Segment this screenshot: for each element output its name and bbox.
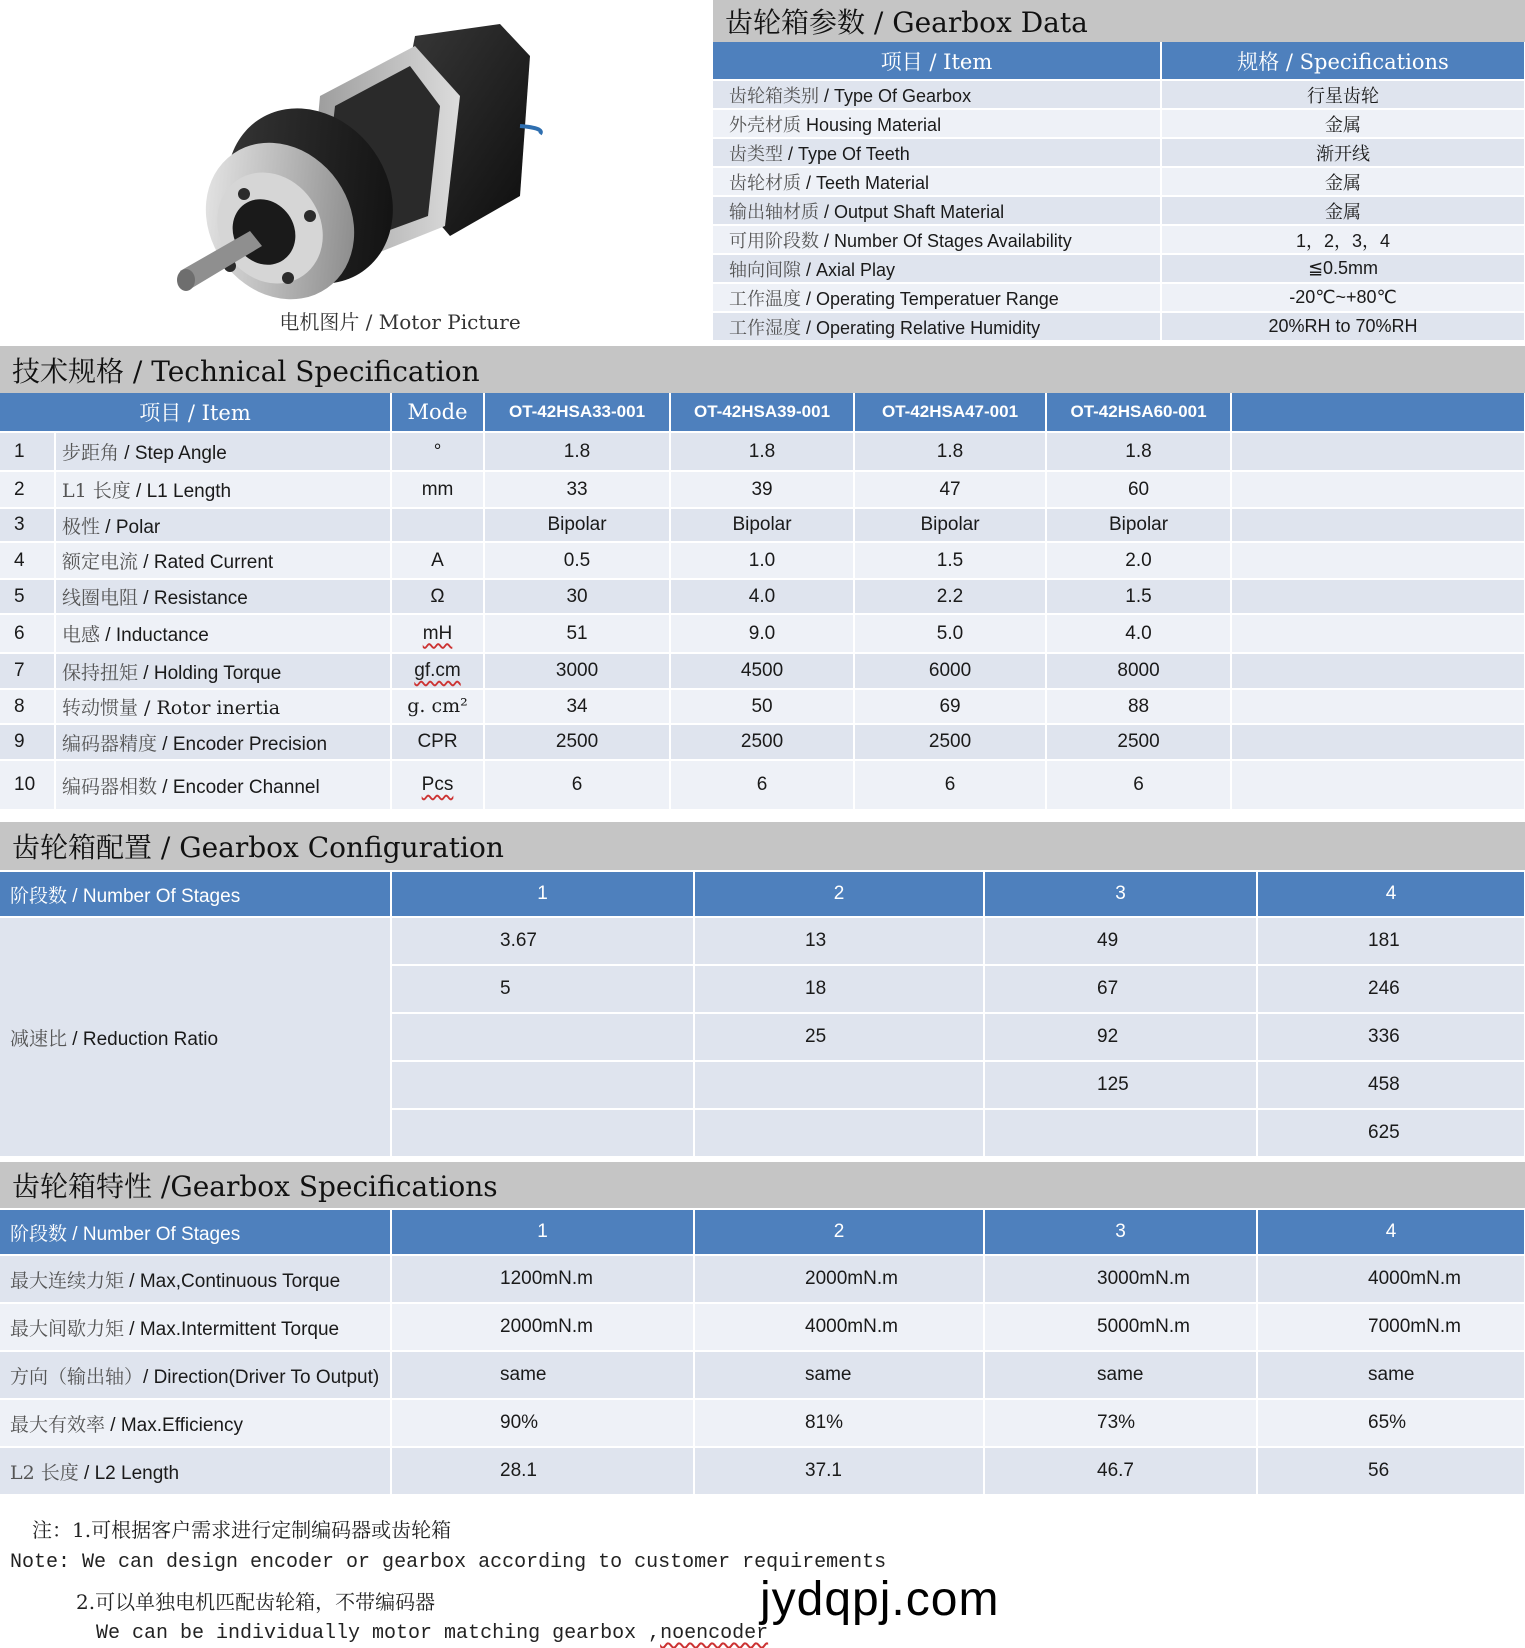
gearbox-data-item-cn: 外壳材质	[729, 114, 801, 136]
tech-spec-title	[0, 346, 1525, 393]
gearbox-data-item	[713, 167, 1161, 196]
note-line-2: Note: We can design encoder or gearbox according to customer requirements	[10, 1551, 887, 1574]
reduction-ratio-label-en: / Reduction Ratio	[67, 1028, 219, 1050]
tech-row-value-1: 34	[484, 689, 670, 724]
gearbox-spec-stage-1: 1200mN.m	[391, 1255, 694, 1303]
tech-spec-row	[0, 724, 1525, 760]
tech-row-blank	[1231, 471, 1525, 508]
gearbox-spec-label-cn: 最大有效率	[10, 1413, 106, 1436]
gearbox-data-item-cn: 齿类型	[729, 143, 783, 165]
reduction-ratio-stage-3: 125	[984, 1061, 1257, 1109]
tech-header-model-1: OT-42HSA33-001	[484, 393, 670, 432]
tech-row-item	[55, 471, 391, 508]
tech-header-model-3: OT-42HSA47-001	[854, 393, 1046, 432]
tech-row-blank	[1231, 542, 1525, 579]
config-stages-label: 阶段数 / Number Of Stages	[0, 871, 391, 917]
config-stage-3: 3	[984, 871, 1257, 917]
tech-row-value-4: 1.8	[1046, 432, 1231, 471]
tech-header-blank	[1231, 393, 1525, 432]
tech-row-value-2: 1.0	[670, 542, 854, 579]
tech-row-item-cn: 保持扭矩	[62, 661, 139, 684]
tech-row-number: 1	[0, 432, 55, 471]
tech-spec-row	[0, 689, 1525, 724]
tech-row-number: 10	[0, 760, 55, 809]
gearbox-data-item-cn: 工作温度	[729, 288, 801, 310]
gearbox-spec-title	[0, 1162, 1525, 1208]
gearbox-spec-stage-2: 4000mN.m	[694, 1303, 984, 1351]
gearbox-data-value: 渐开线	[1161, 138, 1525, 167]
tech-row-blank	[1231, 724, 1525, 760]
gearbox-spec-label-cn: 最大连续力矩	[10, 1269, 125, 1292]
tech-row-number: 4	[0, 542, 55, 579]
tech-row-value-4: 1.5	[1046, 579, 1231, 614]
tech-row-value-3: 69	[854, 689, 1046, 724]
gearbox-data-value: 金属	[1161, 109, 1525, 138]
tech-row-item	[55, 579, 391, 614]
spec-stage-4: 4	[1257, 1209, 1525, 1255]
tech-row-value-1: 30	[484, 579, 670, 614]
gearbox-data-row	[713, 225, 1525, 254]
gearbox-data-item	[713, 312, 1161, 340]
tech-row-unit-text: Pcs	[421, 774, 454, 795]
gearbox-spec-stage-4: 7000mN.m	[1257, 1303, 1525, 1351]
gearbox-data-item-en: / Type Of Gearbox	[819, 85, 972, 106]
spec-stage-1: 1	[391, 1209, 694, 1255]
tech-row-value-1: 1.8	[484, 432, 670, 471]
gearbox-spec-label-cn: 最大间歇力矩	[10, 1317, 125, 1340]
tech-row-value-3: 6000	[854, 653, 1046, 689]
tech-row-value-2: Bipolar	[670, 508, 854, 542]
tech-header-mode: Mode	[391, 393, 484, 432]
reduction-ratio-stage-4: 336	[1257, 1013, 1525, 1061]
reduction-ratio-stage-1	[391, 1061, 694, 1109]
tech-row-value-2: 4.0	[670, 579, 854, 614]
gearbox-spec-stage-3: 5000mN.m	[984, 1303, 1257, 1351]
tech-row-value-3: 2500	[854, 724, 1046, 760]
tech-row-item-cn: 线圈电阻	[62, 587, 139, 609]
tech-row-value-1: 33	[484, 471, 670, 508]
tech-row-item-en: / Rotor inertia	[138, 697, 281, 719]
gearbox-spec-stage-1: 2000mN.m	[391, 1303, 694, 1351]
gearbox-data-row	[713, 80, 1525, 109]
gearbox-data-value: 金属	[1161, 196, 1525, 225]
tech-row-value-3: 6	[854, 760, 1046, 809]
gearbox-data-value: 20%RH to 70%RH	[1161, 312, 1525, 340]
spec-stage-2: 2	[694, 1209, 984, 1255]
gearbox-data-row	[713, 283, 1525, 312]
tech-row-item-cn: 转动惯量	[62, 697, 139, 719]
tech-row-item	[55, 724, 391, 760]
reduction-ratio-stage-3: 67	[984, 965, 1257, 1013]
tech-row-unit	[391, 579, 484, 614]
tech-row-blank	[1231, 579, 1525, 614]
tech-row-item-cn: 编码器精度	[62, 732, 158, 755]
reduction-ratio-stage-2	[694, 1109, 984, 1156]
tech-spec-row	[0, 542, 1525, 579]
tech-header-item: 项目 / Item	[0, 393, 391, 432]
tech-row-unit	[391, 724, 484, 760]
gearbox-data-item-en: / Operating Temperatuer Range	[801, 288, 1059, 309]
motor-picture-area	[0, 0, 713, 344]
tech-row-unit-text: mm	[421, 478, 454, 500]
config-stage-4: 4	[1257, 871, 1525, 917]
tech-row-item	[55, 760, 391, 809]
gearbox-spec-row	[0, 1351, 1525, 1399]
gearbox-spec-label	[0, 1447, 391, 1494]
tech-row-value-3: 1.5	[854, 542, 1046, 579]
reduction-ratio-stage-1	[391, 1109, 694, 1156]
tech-spec-row	[0, 653, 1525, 689]
tech-header-model-4: OT-42HSA60-001	[1046, 393, 1231, 432]
gearbox-data-item-en: / Output Shaft Material	[819, 201, 1005, 222]
gearbox-spec-label	[0, 1255, 391, 1303]
gearbox-data-value: 行星齿轮	[1161, 80, 1525, 109]
tech-row-item-en: / Holding Torque	[138, 662, 282, 684]
gearbox-spec-label	[0, 1399, 391, 1447]
reduction-ratio-stage-2: 25	[694, 1013, 984, 1061]
gearbox-spec-stage-1: same	[391, 1351, 694, 1399]
config-stage-2: 2	[694, 871, 984, 917]
tech-row-unit-text: Ω	[430, 585, 445, 607]
tech-spec-row	[0, 579, 1525, 614]
tech-row-value-3: 1.8	[854, 432, 1046, 471]
spec-stage-3: 3	[984, 1209, 1257, 1255]
reduction-ratio-stage-2: 13	[694, 917, 984, 965]
tech-row-value-1: 2500	[484, 724, 670, 760]
gearbox-spec-stage-3: 46.7	[984, 1447, 1257, 1494]
gearbox-data-item	[713, 109, 1161, 138]
gearbox-spec-stage-3: 73%	[984, 1399, 1257, 1447]
tech-row-blank	[1231, 689, 1525, 724]
gearbox-data-item-cn: 轴向间隙	[729, 259, 801, 281]
gearbox-spec-rows	[0, 1255, 1525, 1494]
tech-row-item-en: / L1 Length	[130, 481, 232, 502]
tech-row-item-en: / Step Angle	[119, 443, 227, 464]
spec-stages-label: 阶段数 / Number Of Stages	[0, 1209, 391, 1255]
gearbox-data-item	[713, 196, 1161, 225]
gearbox-config-title-text: 齿轮箱配置 / Gearbox Configuration	[12, 831, 504, 864]
gearbox-spec-stage-2: 37.1	[694, 1447, 984, 1494]
tech-row-unit	[391, 508, 484, 542]
tech-row-value-2: 39	[670, 471, 854, 508]
gearbox-data-row	[713, 109, 1525, 138]
tech-row-item-en: / Inductance	[100, 625, 209, 646]
note-line-4-text: We can be individually motor matching gearbox ,	[96, 1622, 661, 1645]
tech-row-unit-text: gf.cm	[414, 660, 461, 681]
tech-row-item	[55, 542, 391, 579]
tech-row-unit	[391, 614, 484, 653]
tech-row-number: 3	[0, 508, 55, 542]
tech-row-item-cn: 编码器相数	[62, 775, 158, 798]
gearbox-spec-row	[0, 1447, 1525, 1494]
gearbox-data-item-en: / Number Of Stages Availability	[819, 230, 1072, 251]
note-line-1: 注：1.可根据客户需求进行定制编码器或齿轮箱	[32, 1518, 452, 1542]
tech-row-number: 2	[0, 471, 55, 508]
reduction-ratio-rows	[0, 917, 1525, 1156]
tech-row-unit	[391, 542, 484, 579]
tech-row-unit-text: g. cm²	[407, 695, 468, 717]
reduction-ratio-stage-3	[984, 1109, 1257, 1156]
tech-row-blank	[1231, 653, 1525, 689]
reduction-ratio-stage-4: 625	[1257, 1109, 1525, 1156]
reduction-ratio-stage-3: 92	[984, 1013, 1257, 1061]
tech-row-item-en: / Encoder Precision	[157, 733, 328, 755]
gearbox-data-item-en: / Type Of Teeth	[783, 143, 910, 164]
gearbox-spec-table	[0, 1208, 1525, 1494]
note-line-3: 2.可以单独电机匹配齿轮箱，不带编码器	[76, 1590, 436, 1614]
tech-row-item	[55, 508, 391, 542]
gearbox-spec-label-en: / Max.Efficiency	[105, 1414, 243, 1436]
gearbox-spec-row	[0, 1255, 1525, 1303]
tech-spec-table	[0, 393, 1525, 809]
gearbox-data-item	[713, 80, 1161, 109]
tech-spec-row	[0, 471, 1525, 508]
tech-row-blank	[1231, 614, 1525, 653]
tech-row-value-2: 2500	[670, 724, 854, 760]
tech-row-unit-text: mH	[422, 622, 453, 644]
tech-row-unit	[391, 432, 484, 471]
reduction-ratio-label	[0, 917, 391, 1156]
gearbox-spec-stage-4: 56	[1257, 1447, 1525, 1494]
gearbox-data-row	[713, 196, 1525, 225]
gearbox-spec-label-en: / Direction(Driver To Output)	[143, 1366, 380, 1388]
gearbox-data-value: 金属	[1161, 167, 1525, 196]
tech-row-value-2: 9.0	[670, 614, 854, 653]
tech-spec-row	[0, 614, 1525, 653]
gearbox-spec-label	[0, 1351, 391, 1399]
reduction-ratio-stage-3: 49	[984, 917, 1257, 965]
gearbox-data-row	[713, 312, 1525, 340]
tech-row-item	[55, 653, 391, 689]
gearbox-data-item-cn: 可用阶段数	[729, 230, 819, 252]
gearbox-spec-stage-3: 3000mN.m	[984, 1255, 1257, 1303]
tech-header-model-2: OT-42HSA39-001	[670, 393, 854, 432]
gearbox-data-header-spec: 规格 / Specifications	[1161, 42, 1525, 80]
tech-row-value-4: 60	[1046, 471, 1231, 508]
gearbox-spec-stage-3: same	[984, 1351, 1257, 1399]
tech-row-number: 8	[0, 689, 55, 724]
reduction-ratio-label-cn: 减速比	[10, 1027, 68, 1050]
tech-row-item	[55, 614, 391, 653]
tech-row-value-3: 5.0	[854, 614, 1046, 653]
gearbox-spec-stage-4: 4000mN.m	[1257, 1255, 1525, 1303]
gearbox-data-item-en: / Operating Relative Humidity	[801, 317, 1041, 338]
tech-row-number: 6	[0, 614, 55, 653]
tech-spec-row	[0, 508, 1525, 542]
tech-row-blank	[1231, 432, 1525, 471]
tech-row-blank	[1231, 508, 1525, 542]
tech-row-value-2: 1.8	[670, 432, 854, 471]
gearbox-data-row	[713, 254, 1525, 283]
tech-row-value-2: 4500	[670, 653, 854, 689]
tech-row-value-2: 6	[670, 760, 854, 809]
tech-row-value-4: 8000	[1046, 653, 1231, 689]
gearbox-spec-row	[0, 1399, 1525, 1447]
gearbox-spec-row	[0, 1303, 1525, 1351]
gearbox-spec-stage-1: 28.1	[391, 1447, 694, 1494]
tech-spec-title-text: 技术规格 / Technical Specification	[12, 354, 480, 388]
gearbox-data-title-text: 齿轮箱参数 / Gearbox Data	[725, 6, 1088, 39]
reduction-ratio-stage-2: 18	[694, 965, 984, 1013]
watermark: jydqpj.com	[760, 1573, 1000, 1626]
gearbox-spec-stage-2: 81%	[694, 1399, 984, 1447]
gearbox-data-item	[713, 254, 1161, 283]
tech-spec-row	[0, 432, 1525, 471]
gearbox-data-item-cn: 工作湿度	[729, 317, 801, 339]
gearbox-data-item-cn: 输出轴材质	[729, 201, 819, 223]
gearbox-data-item	[713, 225, 1161, 254]
gearbox-spec-stage-2: same	[694, 1351, 984, 1399]
tech-row-item-cn: 电感	[62, 624, 101, 646]
reduction-ratio-stage-4: 246	[1257, 965, 1525, 1013]
gearbox-spec-title-text: 齿轮箱特性 /Gearbox Specifications	[12, 1170, 498, 1203]
tech-row-value-4: 6	[1046, 760, 1231, 809]
gearbox-spec-stage-4: 65%	[1257, 1399, 1525, 1447]
tech-row-item-en: / Encoder Channel	[157, 776, 320, 798]
tech-row-value-1: Bipolar	[484, 508, 670, 542]
gearbox-spec-stage-4: same	[1257, 1351, 1525, 1399]
tech-row-value-4: Bipolar	[1046, 508, 1231, 542]
tech-row-item-cn: 步距角	[62, 442, 120, 464]
tech-row-unit	[391, 689, 484, 724]
tech-row-unit	[391, 760, 484, 809]
reduction-ratio-stage-1	[391, 1013, 694, 1061]
gearbox-data-table	[713, 42, 1525, 340]
reduction-ratio-stage-2	[694, 1061, 984, 1109]
config-stage-1: 1	[391, 871, 694, 917]
tech-row-number: 5	[0, 579, 55, 614]
gearbox-data-item-cn: 齿轮箱类别	[729, 85, 819, 107]
tech-row-item-cn: 极性	[62, 515, 101, 538]
gearbox-spec-label	[0, 1303, 391, 1351]
tech-row-unit-text: A	[431, 549, 444, 571]
note-line-4	[96, 1622, 768, 1645]
tech-spec-row	[0, 760, 1525, 809]
gearbox-data-row	[713, 167, 1525, 196]
tech-row-number: 9	[0, 724, 55, 760]
gearbox-spec-label-en: / Max,Continuous Torque	[124, 1270, 341, 1292]
gearbox-spec-label-cn: L2 长度	[10, 1461, 79, 1484]
tech-row-blank	[1231, 760, 1525, 809]
reduction-ratio-stage-4: 458	[1257, 1061, 1525, 1109]
tech-row-item-en: / Polar	[100, 516, 161, 538]
gearbox-data-item	[713, 283, 1161, 312]
tech-row-value-3: Bipolar	[854, 508, 1046, 542]
stepper-motor-image	[160, 16, 580, 316]
reduction-ratio-stage-1: 5	[391, 965, 694, 1013]
gearbox-config-table	[0, 870, 1525, 1156]
gearbox-spec-label-en: / L2 Length	[78, 1462, 180, 1484]
tech-row-value-4: 2500	[1046, 724, 1231, 760]
reduction-ratio-row	[0, 917, 1525, 965]
gearbox-data-item-en: / Teeth Material	[801, 172, 930, 193]
tech-row-value-2: 50	[670, 689, 854, 724]
tech-row-unit	[391, 471, 484, 508]
gearbox-data-title	[713, 0, 1525, 42]
reduction-ratio-stage-1: 3.67	[391, 917, 694, 965]
gearbox-spec-label-en: / Max.Intermittent Torque	[124, 1318, 340, 1340]
tech-row-item-cn: 额定电流	[62, 551, 139, 573]
motor-picture-caption: 电机图片 / Motor Picture	[279, 310, 521, 334]
gearbox-data-item	[713, 138, 1161, 167]
gearbox-data-value: -20℃~+80℃	[1161, 283, 1525, 312]
gearbox-data-item-en: / Axial Play	[801, 259, 896, 280]
gearbox-data-item-cn: 齿轮材质	[729, 172, 801, 194]
tech-row-value-1: 0.5	[484, 542, 670, 579]
tech-row-number: 7	[0, 653, 55, 689]
note-line-4-noencoder: noencoder	[660, 1622, 769, 1645]
tech-row-unit-text: °	[433, 440, 442, 462]
gearbox-data-value: ≦0.5mm	[1161, 254, 1525, 283]
gearbox-data-header-item: 项目 / Item	[713, 42, 1161, 80]
tech-row-unit-text: CPR	[417, 731, 458, 752]
tech-row-item	[55, 689, 391, 724]
tech-row-value-4: 88	[1046, 689, 1231, 724]
tech-row-value-1: 51	[484, 614, 670, 653]
tech-row-value-3: 2.2	[854, 579, 1046, 614]
tech-row-item-en: / Resistance	[138, 588, 248, 609]
reduction-ratio-stage-4: 181	[1257, 917, 1525, 965]
gearbox-data-row	[713, 138, 1525, 167]
gearbox-config-title	[0, 822, 1525, 870]
tech-row-item-en: / Rated Current	[138, 552, 274, 573]
tech-spec-rows	[0, 432, 1525, 809]
tech-row-unit	[391, 653, 484, 689]
gearbox-spec-stage-2: 2000mN.m	[694, 1255, 984, 1303]
tech-row-item-cn: L1 长度	[62, 480, 131, 502]
gearbox-data-rows	[713, 80, 1525, 340]
gearbox-data-value: 1，2，3，4	[1161, 225, 1525, 254]
gearbox-spec-label-cn: 方向（输出轴）	[10, 1365, 144, 1388]
tech-row-value-3: 47	[854, 471, 1046, 508]
tech-row-value-1: 6	[484, 760, 670, 809]
gearbox-data-item-en: Housing Material	[801, 114, 942, 135]
tech-row-value-4: 2.0	[1046, 542, 1231, 579]
gearbox-spec-stage-1: 90%	[391, 1399, 694, 1447]
tech-row-value-4: 4.0	[1046, 614, 1231, 653]
tech-row-item	[55, 432, 391, 471]
tech-row-value-1: 3000	[484, 653, 670, 689]
